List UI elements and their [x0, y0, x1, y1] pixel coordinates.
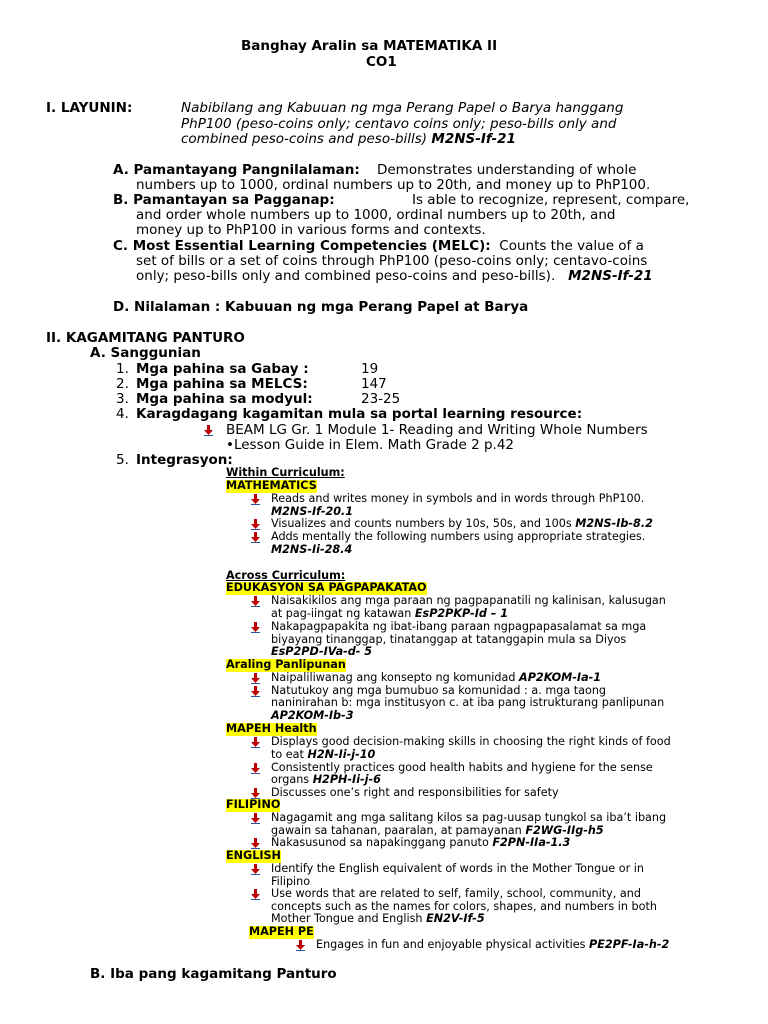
- arrow-bullet-icon: [251, 737, 260, 748]
- arrow-bullet-icon: [204, 425, 213, 436]
- arrow-bullet-icon: [251, 763, 260, 774]
- layunin-text-line2: PhP100 (peso-coins only; centavo coins only; peso-bills only and: [181, 116, 617, 132]
- arrow-bullet-icon: [251, 494, 260, 505]
- ref-item-2-value: 147: [361, 376, 387, 392]
- document-subtitle: CO1: [366, 54, 397, 70]
- filipino-bullet-2-text: Nakasusunod sa napakinggang panuto: [271, 836, 489, 849]
- esp-bullet-1-line1: Naisakikilos ang mga paraan ng pagpapanatili ng kalinisan, kalusugan: [271, 594, 666, 607]
- subject-araling-panlipunan: Araling Panlipunan: [226, 658, 346, 671]
- sec-d-label: D. Nilalaman : Kabuuan ng mga Perang Papel at Barya: [113, 299, 529, 315]
- layunin-text-line3: combined peso-coins and peso-bills): [181, 131, 428, 147]
- sec-c-label: C. Most Essential Learning Competencies (MELC):: [113, 238, 491, 254]
- ap-bullet-1-code: AP2KOM-Ia-1: [519, 671, 602, 684]
- esp-bullet-1-code: EsP2PKP-Id – 1: [414, 607, 509, 620]
- ref-item-4-label: Karagdagang kagamitan mula sa portal learning resource:: [136, 406, 583, 422]
- portal-resource-1: BEAM LG Gr. 1 Module 1- Reading and Writing Whole Numbers: [226, 422, 648, 438]
- sec-c-text3: only; peso-bills only and combined peso-coins and peso-bills).: [136, 268, 556, 284]
- arrow-bullet-icon: [251, 864, 260, 875]
- ap-bullet-1: [271, 672, 601, 685]
- ref-item-1-label: Mga pahina sa Gabay :: [136, 361, 309, 377]
- english-bullet-2-code: EN2V-If-5: [426, 912, 485, 925]
- ref-item-4-num: 4.: [116, 406, 129, 422]
- math-bullet-2-text: Visualizes and counts numbers by 10s, 50s, and 100s: [271, 517, 572, 530]
- sec-a-text1: Demonstrates understanding of whole: [376, 162, 637, 178]
- health-bullet-1-line2: to eat: [271, 748, 304, 761]
- arrow-bullet-icon: [251, 622, 260, 633]
- health-bullet-2-line2-row: [271, 774, 381, 787]
- ref-item-3-label: Mga pahina sa modyul:: [136, 391, 313, 407]
- sec-c-code: M2NS-If-21: [568, 268, 653, 284]
- health-bullet-2-line1: Consistently practices good health habits and hygiene for the sense: [271, 761, 653, 774]
- sec-a-label: A. Pamantayang Pangnilalaman:: [113, 162, 360, 178]
- ref-item-5-label: Integrasyon:: [136, 452, 233, 468]
- layunin-code: M2NS-If-21: [431, 131, 516, 147]
- health-bullet-1-code: H2N-Ii-j-10: [307, 748, 376, 761]
- english-bullet-2-line3: Mother Tongue and English: [271, 912, 423, 925]
- kagamitan-label: II. KAGAMITANG PANTURO: [46, 330, 245, 346]
- health-bullet-2-code: H2PH-Ii-j-6: [312, 773, 381, 786]
- pe-bullet-1-text: Engages in fun and enjoyable physical activities: [316, 938, 586, 951]
- layunin-text-line3-row: [181, 131, 516, 147]
- sec-b-text3: money up to PhP100 in various forms and contexts.: [136, 222, 486, 238]
- esp-bullet-2-line1: Nakapagpapakita ng ibat-ibang paraan ngpagpapasalamat sa mga: [271, 620, 647, 633]
- document-title: Banghay Aralin sa MATEMATIKA II: [241, 38, 498, 54]
- sec-a-text2: numbers up to 1000, ordinal numbers up to 20th, and money up to PhP100.: [136, 177, 651, 193]
- arrow-bullet-icon: [251, 889, 260, 900]
- health-bullet-3-text: Discusses one’s right and responsibilities for safety: [271, 786, 559, 799]
- health-bullet-1-line1: Displays good decision-making skills in choosing the right kinds of food: [271, 735, 671, 748]
- english-bullet-1-line2: Filipino: [271, 875, 311, 888]
- subject-english: ENGLISH: [226, 849, 281, 862]
- math-bullet-1-text: Reads and writes money in symbols and in words through PhP100.: [271, 492, 645, 505]
- subject-mathematics: MATHEMATICS: [226, 479, 317, 492]
- filipino-bullet-1-line1: Nagagamit ang mga salitang kilos sa pag-uusap tungkol sa iba’t ibang: [271, 811, 667, 824]
- pe-bullet-1-code: PE2PF-Ia-h-2: [589, 938, 670, 951]
- arrow-bullet-icon: [296, 940, 305, 951]
- ref-item-3-num: 3.: [116, 391, 129, 407]
- sec-c-text2: set of bills or a set of coins through PhP100 (peso-coins only; centavo-coins: [136, 253, 648, 269]
- arrow-bullet-icon: [251, 532, 260, 543]
- esp-bullet-2-code: EsP2PD-IVa-d- 5: [271, 645, 373, 658]
- arrow-bullet-icon: [251, 686, 260, 697]
- english-bullet-2-line1: Use words that are related to self, family, school, community, and: [271, 887, 641, 900]
- arrow-bullet-icon: [251, 519, 260, 530]
- esp-bullet-2-line2: biyayang tinanggap, tinatanggap at tatanggapin mula sa Diyos: [271, 633, 627, 646]
- esp-bullet-1-line2-row: [271, 608, 508, 621]
- english-bullet-2-line3-row: [271, 913, 485, 926]
- health-bullet-2-line2: organs: [271, 773, 310, 786]
- ref-item-1-value: 19: [361, 361, 379, 377]
- english-bullet-2-line2: concepts such as the names for colors, shapes, and numbers in both: [271, 900, 657, 913]
- across-curriculum-heading: Across Curriculum:: [226, 569, 346, 582]
- ap-bullet-2-line1: Natutukoy ang mga bumubuo sa komunidad : a. mga taong: [271, 684, 607, 697]
- sec-b-label: B. Pamantayan sa Pagganap:: [113, 192, 335, 208]
- ref-item-5-num: 5.: [116, 452, 129, 468]
- ap-bullet-2-line2: naninirahan b: mga institusyon c. at iba pang istrukturang panlipunan: [271, 696, 665, 709]
- subject-esp: EDUKASYON SA PAGPAPAKATAO: [226, 581, 427, 594]
- english-bullet-1-line1: Identify the English equivalent of words in the Mother Tongue or in: [271, 862, 644, 875]
- iba-pang-kagamitan-label: B. Iba pang kagamitang Panturo: [90, 966, 337, 982]
- esp-bullet-1-line2: at pag-iingat ng katawan: [271, 607, 412, 620]
- sec-a-line1: [113, 162, 636, 178]
- health-bullet-1-line2-row: [271, 749, 375, 762]
- filipino-bullet-1-code: F2WG-IIg-h5: [525, 824, 604, 837]
- filipino-bullet-1-line2: gawain sa tahanan, paaralan, at pamayanan: [271, 824, 522, 837]
- arrow-bullet-icon: [251, 838, 260, 849]
- ref-item-2-label: Mga pahina sa MELCS:: [136, 376, 308, 392]
- ap-bullet-1-text: Naipaliliwanag ang konsepto ng komunidad: [271, 671, 516, 684]
- sanggunian-label: A. Sanggunian: [90, 345, 201, 361]
- ap-bullet-2-code: AP2KOM-Ib-3: [271, 709, 354, 722]
- subject-mapeh-pe: MAPEH PE: [249, 925, 314, 938]
- filipino-bullet-2-code: F2PN-IIa-1.3: [492, 836, 571, 849]
- subject-filipino: FILIPINO: [226, 798, 281, 811]
- subject-mapeh-health: MAPEH Health: [226, 722, 317, 735]
- math-bullet-3-code: M2NS-Ii-28.4: [271, 543, 353, 556]
- math-bullet-2: [271, 518, 653, 531]
- layunin-text-line1: Nabibilang ang Kabuuan ng mga Perang Papel o Barya hanggang: [181, 100, 624, 116]
- ref-item-1-num: 1.: [116, 361, 129, 377]
- within-curriculum-heading: Within Curriculum:: [226, 466, 345, 479]
- arrow-bullet-icon: [251, 596, 260, 607]
- sec-b-text2: and order whole numbers up to 1000, ordinal numbers up to 20th, and: [136, 207, 616, 223]
- math-bullet-2-code: M2NS-Ib-8.2: [575, 517, 653, 530]
- math-bullet-3-text: Adds mentally the following numbers using appropriate strategies.: [271, 530, 646, 543]
- portal-resource-2: •Lesson Guide in Elem. Math Grade 2 p.42: [226, 437, 515, 453]
- sec-c-line1: [113, 238, 644, 254]
- sec-c-text1: Counts the value of a: [499, 238, 644, 254]
- sec-b-line1: [113, 192, 335, 208]
- filipino-bullet-2: [271, 837, 570, 850]
- pe-bullet-1: [316, 939, 669, 952]
- arrow-bullet-icon: [251, 673, 260, 684]
- ref-item-3-value: 23-25: [361, 391, 401, 407]
- sec-b-text1: Is able to recognize, represent, compare,: [412, 192, 690, 208]
- ref-item-2-num: 2.: [116, 376, 129, 392]
- arrow-bullet-icon: [251, 813, 260, 824]
- math-bullet-1-code: M2NS-If-20.1: [271, 505, 354, 518]
- sec-c-line3-row: [136, 268, 653, 284]
- layunin-label: I. LAYUNIN:: [46, 100, 133, 116]
